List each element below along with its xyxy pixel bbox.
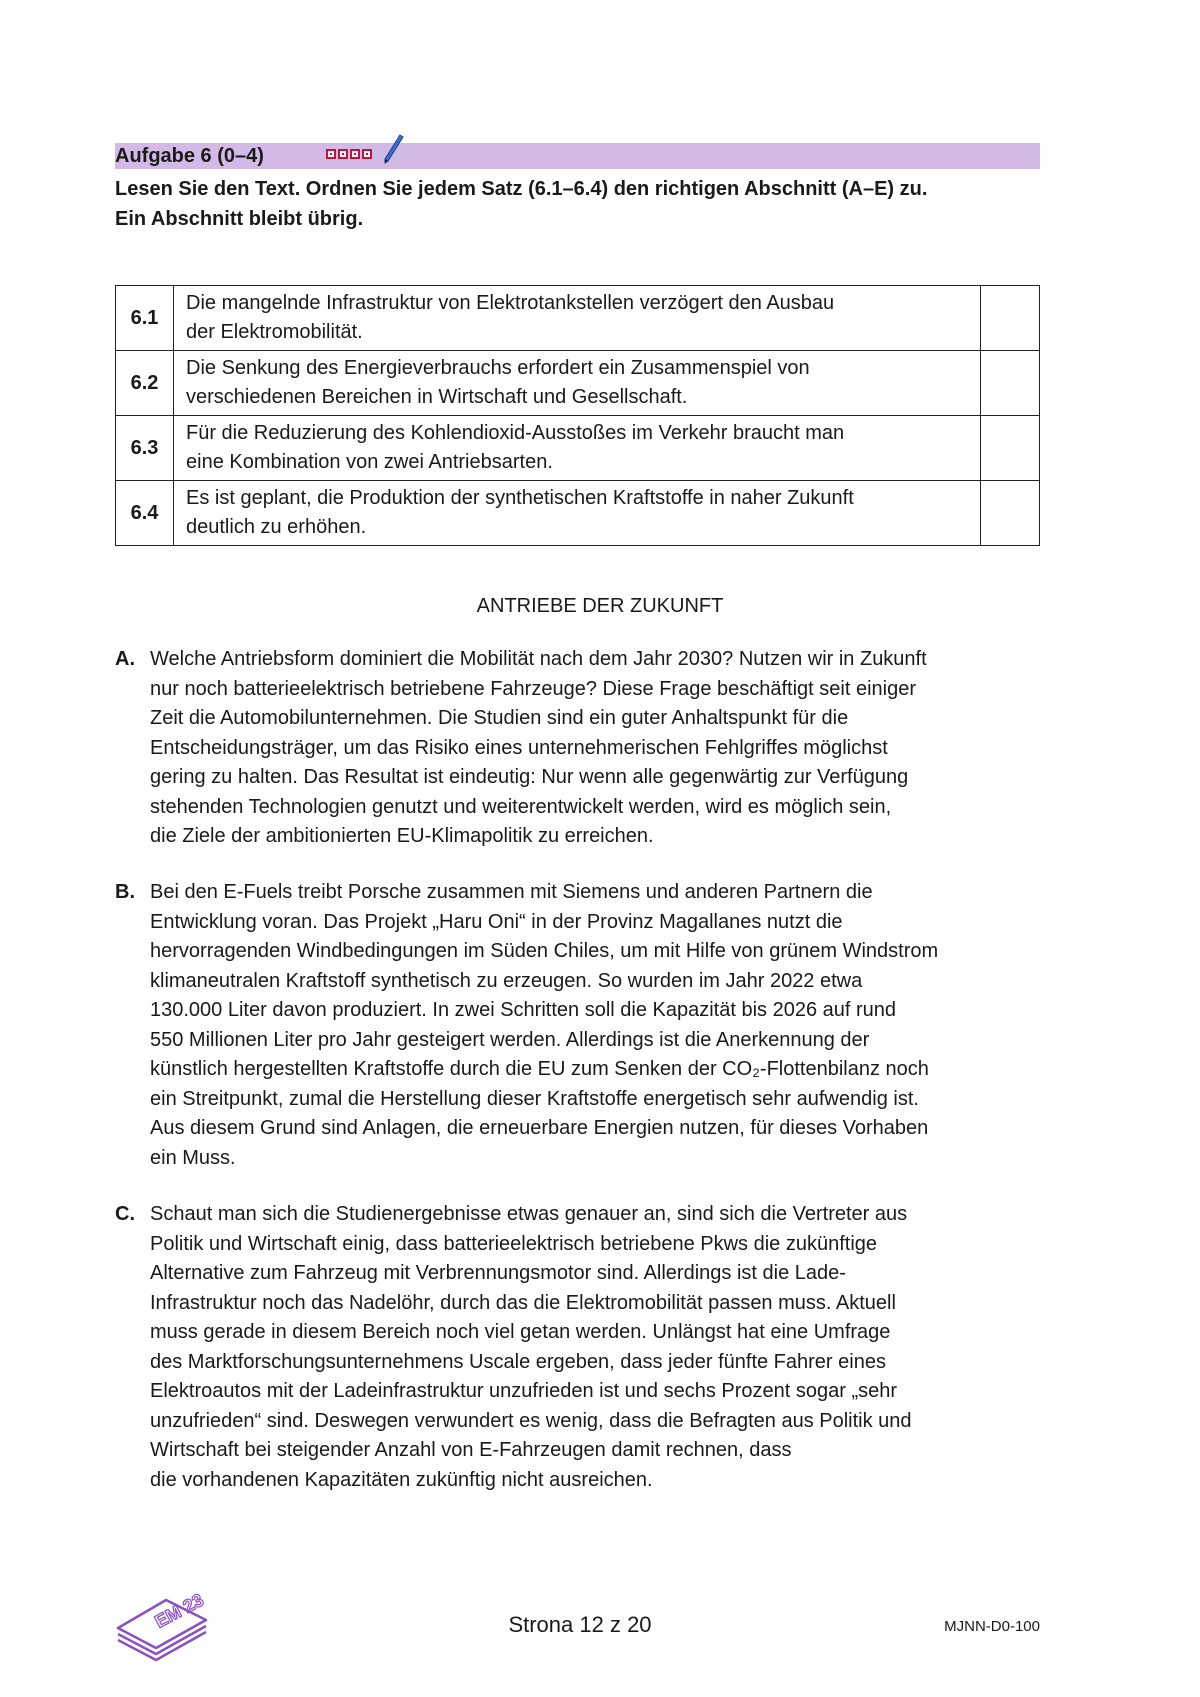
- section-body: [150, 878, 1045, 1173]
- text-line: stehenden Technologien genutzt und weiterentwickelt werden, wird es möglich sein,: [150, 795, 892, 818]
- answer-box[interactable]: [981, 286, 1040, 351]
- section-letter: C.: [115, 1203, 135, 1225]
- statement-line: Die Senkung des Energieverbrauchs erfordert ein Zusammenspiel von: [186, 357, 810, 379]
- text-line: Entscheidungsträger, um das Risiko eines unternehmerischen Fehlgriffes möglichst: [150, 736, 888, 759]
- point-box: [350, 149, 360, 159]
- instruction-line: Lesen Sie den Text. Ordnen Sie jedem Satz (6.1–6.4) den richtigen Abschnitt (A–E) zu.: [115, 178, 928, 200]
- text-line: Zeit die Automobilunternehmen. Die Studien sind ein guter Anhaltspunkt für die: [150, 707, 849, 729]
- text-line: Schaut man sich die Studienergebnisse etwas genauer an, sind sich die Vertreter aus: [150, 1203, 908, 1225]
- statement-line: verschiedenen Bereichen in Wirtschaft und Gesellschaft.: [186, 386, 688, 408]
- text-line: Infrastruktur noch das Nadelöhr, durch das die Elektromobilität passen muss. Aktuell: [150, 1291, 896, 1314]
- instruction-line: Ein Abschnitt bleibt übrig.: [115, 208, 364, 230]
- document-code: MJNN-D0-100: [944, 1618, 1040, 1635]
- item-number: 6.3: [116, 416, 174, 481]
- table-row: [116, 416, 1040, 481]
- item-statement: [174, 351, 981, 416]
- page-number: Strona 12 z 20: [508, 1612, 652, 1637]
- text-line: 550 Millionen Liter pro Jahr gesteigert werden. Allerdings ist die Anerkennung der: [150, 1028, 870, 1051]
- item-statement: [174, 416, 981, 481]
- text-line: künstlich hergestellten Kraftstoffe durch die EU zum Senken der CO₂-Flottenbilanz noch: [150, 1058, 929, 1080]
- text-line: ein Muss.: [150, 1146, 236, 1169]
- point-box: [326, 149, 336, 159]
- statement-line: eine Kombination von zwei Antriebsarten.: [186, 451, 553, 473]
- text-line: die Ziele der ambitionierten EU-Klimapolitik zu erreichen.: [150, 825, 654, 847]
- item-statement: [174, 286, 981, 351]
- text-line: ein Streitpunkt, zumal die Herstellung dieser Kraftstoffe energetisch sehr aufwendig ist.: [150, 1087, 919, 1110]
- text-line: 130.000 Liter davon produziert. In zwei Schritten soll die Kapazität bis 2026 auf rund: [150, 999, 897, 1021]
- table-row: [116, 351, 1040, 416]
- article-heading: ANTRIEBE DER ZUKUNFT: [476, 595, 724, 617]
- point-box: [338, 149, 348, 159]
- article-section-a: [115, 645, 1045, 852]
- table-row: [116, 481, 1040, 546]
- text-line: Entwicklung voran. Das Projekt „Haru Oni“ in der Provinz Magallanes nutzt die: [150, 910, 843, 933]
- text-line: Bei den E-Fuels treibt Porsche zusammen mit Siemens und anderen Partnern die: [150, 881, 873, 903]
- points-boxes: [326, 149, 372, 159]
- text-line: Welche Antriebsform dominiert die Mobilität nach dem Jahr 2030? Nutzen wir in Zukunft: [150, 648, 927, 670]
- article-section-b: [115, 878, 1045, 1173]
- statement-line: deutlich zu erhöhen.: [186, 516, 367, 538]
- item-statement: [174, 481, 981, 546]
- text-line: des Marktforschungsunternehmens Uscale ergeben, dass jeder fünfte Fahrer eines: [150, 1350, 886, 1373]
- answer-box[interactable]: [981, 351, 1040, 416]
- section-body: [150, 645, 1045, 852]
- article-section-c: [115, 1200, 1045, 1495]
- item-number: 6.1: [116, 286, 174, 351]
- section-letter: B.: [115, 881, 135, 903]
- task-instruction: [115, 174, 1045, 234]
- text-line: Wirtschaft bei steigender Anzahl von E-Fahrzeugen damit rechnen, dass: [150, 1439, 792, 1461]
- text-line: Aus diesem Grund sind Anlagen, die erneuerbare Energien nutzen, für dieses Vorhaben: [150, 1117, 929, 1139]
- text-line: Alternative zum Fahrzeug mit Verbrennungsmotor sind. Allerdings ist die Lade-: [150, 1262, 846, 1284]
- text-line: gering zu halten. Das Resultat ist eindeutig: Nur wenn alle gegenwärtig zur Verfügung: [150, 766, 909, 788]
- text-line: klimaneutralen Kraftstoff synthetisch zu erzeugen. So wurden im Jahr 2022 etwa: [150, 969, 863, 992]
- item-number: 6.2: [116, 351, 174, 416]
- statement-line: Für die Reduzierung des Kohlendioxid-Ausstoßes im Verkehr braucht man: [186, 422, 845, 444]
- statement-line: Es ist geplant, die Produktion der synthetischen Kraftstoffe in naher Zukunft: [186, 487, 854, 509]
- answer-box[interactable]: [981, 416, 1040, 481]
- answer-box[interactable]: [981, 481, 1040, 546]
- section-letter: A.: [115, 648, 135, 670]
- table-row: [116, 286, 1040, 351]
- text-line: unzufrieden“ sind. Deswegen verwundert es wenig, dass die Befragten aus Politik und: [150, 1409, 912, 1432]
- task-title: Aufgabe 6 (0–4): [115, 145, 264, 167]
- text-line: Politik und Wirtschaft einig, dass batterieelektrisch betriebene Pkws die zukünftige: [150, 1232, 878, 1255]
- statement-line: der Elektromobilität.: [186, 321, 363, 343]
- matching-table: [115, 285, 1040, 546]
- section-body: [150, 1200, 1045, 1495]
- point-box: [362, 149, 372, 159]
- text-line: hervorragenden Windbedingungen im Süden Chiles, um mit Hilfe von grünem Windstrom: [150, 940, 939, 962]
- pen-icon: [382, 133, 404, 165]
- text-line: nur noch batterieelektrisch betriebene Fahrzeuge? Diese Frage beschäftigt seit einiger: [150, 677, 916, 700]
- statement-line: Die mangelnde Infrastruktur von Elektrotankstellen verzögert den Ausbau: [186, 292, 835, 314]
- item-number: 6.4: [116, 481, 174, 546]
- text-line: die vorhandenen Kapazitäten zukünftig nicht ausreichen.: [150, 1468, 653, 1491]
- text-line: muss gerade in diesem Bereich noch viel getan werden. Unlängst hat eine Umfrage: [150, 1321, 891, 1343]
- logo-text: EM 23: [151, 1589, 207, 1632]
- text-line: Elektroautos mit der Ladeinfrastruktur unzufrieden ist und sechs Prozent sogar „sehr: [150, 1380, 898, 1402]
